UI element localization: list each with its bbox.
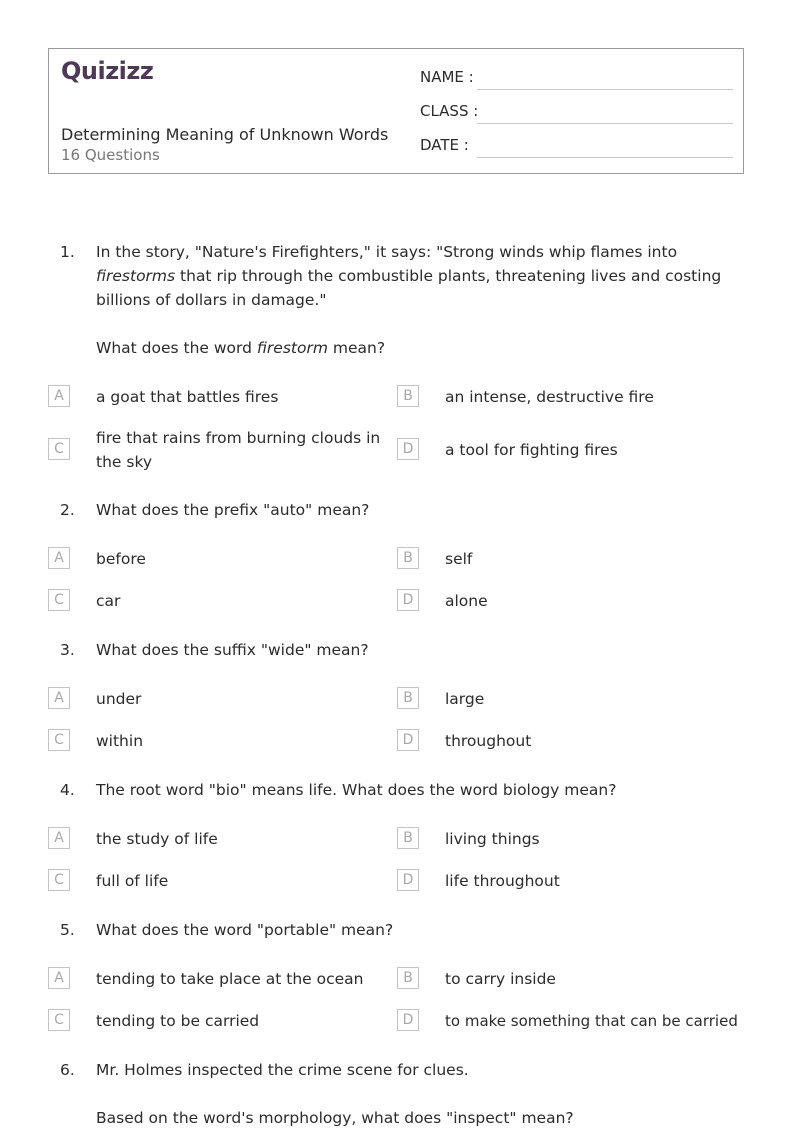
option-text[interactable]: a goat that battles fires	[96, 388, 279, 406]
date-label: DATE :	[420, 136, 469, 154]
question-number: 1.	[60, 243, 75, 261]
option-text[interactable]: an intense, destructive fire	[445, 388, 654, 406]
quizizz-logo: Quizizz	[61, 57, 154, 85]
question-text: The root word "bio" means life. What does the word biology mean?	[96, 781, 617, 799]
option-letter-d[interactable]: D	[397, 869, 419, 891]
option-text[interactable]: to make something that can be carried	[445, 1012, 738, 1030]
question-number: 5.	[60, 921, 75, 939]
name-label: NAME :	[420, 68, 474, 86]
option-text[interactable]: full of life	[96, 872, 169, 890]
option-text[interactable]: large	[445, 690, 485, 708]
option-letter-d[interactable]: D	[397, 1009, 419, 1031]
option-letter-c[interactable]: C	[48, 438, 70, 460]
option-text[interactable]: the study of life	[96, 830, 218, 848]
option-text[interactable]: a tool for fighting fires	[445, 441, 618, 459]
worksheet-title: Determining Meaning of Unknown Words	[61, 125, 389, 144]
option-letter-b[interactable]: B	[397, 547, 419, 569]
option-letter-c[interactable]: C	[48, 1009, 70, 1031]
question-number: 4.	[60, 781, 75, 799]
option-letter-c[interactable]: C	[48, 589, 70, 611]
class-label: CLASS :	[420, 102, 479, 120]
option-text[interactable]: fire that rains from burning clouds in the sky	[96, 429, 381, 471]
name-field-line[interactable]	[477, 89, 733, 90]
option-text[interactable]: self	[445, 550, 473, 568]
option-letter-d[interactable]: D	[397, 438, 419, 460]
option-text[interactable]: within	[96, 732, 144, 750]
option-text[interactable]: throughout	[445, 732, 532, 750]
option-letter-b[interactable]: B	[397, 687, 419, 709]
option-text[interactable]: tending to take place at the ocean	[96, 970, 364, 988]
option-letter-d[interactable]: D	[397, 729, 419, 751]
question-number: 2.	[60, 501, 75, 519]
option-letter-d[interactable]: D	[397, 589, 419, 611]
question-number: 3.	[60, 641, 75, 659]
option-text[interactable]: life throughout	[445, 872, 560, 890]
option-text[interactable]: to carry inside	[445, 970, 556, 988]
option-text[interactable]: alone	[445, 592, 488, 610]
option-letter-a[interactable]: A	[48, 687, 70, 709]
question-count: 16 Questions	[61, 146, 160, 164]
option-text[interactable]: living things	[445, 830, 540, 848]
question-text: What does the suffix "wide" mean?	[96, 641, 369, 659]
option-letter-a[interactable]: A	[48, 827, 70, 849]
worksheet-header	[48, 48, 744, 174]
question-text: What does the word "portable" mean?	[96, 921, 394, 939]
option-letter-c[interactable]: C	[48, 729, 70, 751]
question-text: Mr. Holmes inspected the crime scene for clues.	[96, 1061, 469, 1079]
class-field-line[interactable]	[477, 123, 733, 124]
option-text[interactable]: under	[96, 690, 142, 708]
option-letter-b[interactable]: B	[397, 385, 419, 407]
question-text: In the story, "Nature's Firefighters," it says: "Strong winds whip flames into firestorms that rip through the combustible plants, threatening lives and costing billions of dollars in damage."	[96, 243, 722, 309]
option-text[interactable]: tending to be carried	[96, 1012, 260, 1030]
option-letter-b[interactable]: B	[397, 967, 419, 989]
option-letter-a[interactable]: A	[48, 385, 70, 407]
question-prompt: Based on the word's morphology, what does "inspect" mean?	[96, 1109, 574, 1127]
option-letter-a[interactable]: A	[48, 967, 70, 989]
option-text[interactable]: before	[96, 550, 146, 568]
option-letter-a[interactable]: A	[48, 547, 70, 569]
question-number: 6.	[60, 1061, 75, 1079]
option-letter-c[interactable]: C	[48, 869, 70, 891]
option-letter-b[interactable]: B	[397, 827, 419, 849]
question-text: What does the prefix "auto" mean?	[96, 501, 370, 519]
option-text[interactable]: car	[96, 592, 121, 610]
date-field-line[interactable]	[477, 157, 733, 158]
